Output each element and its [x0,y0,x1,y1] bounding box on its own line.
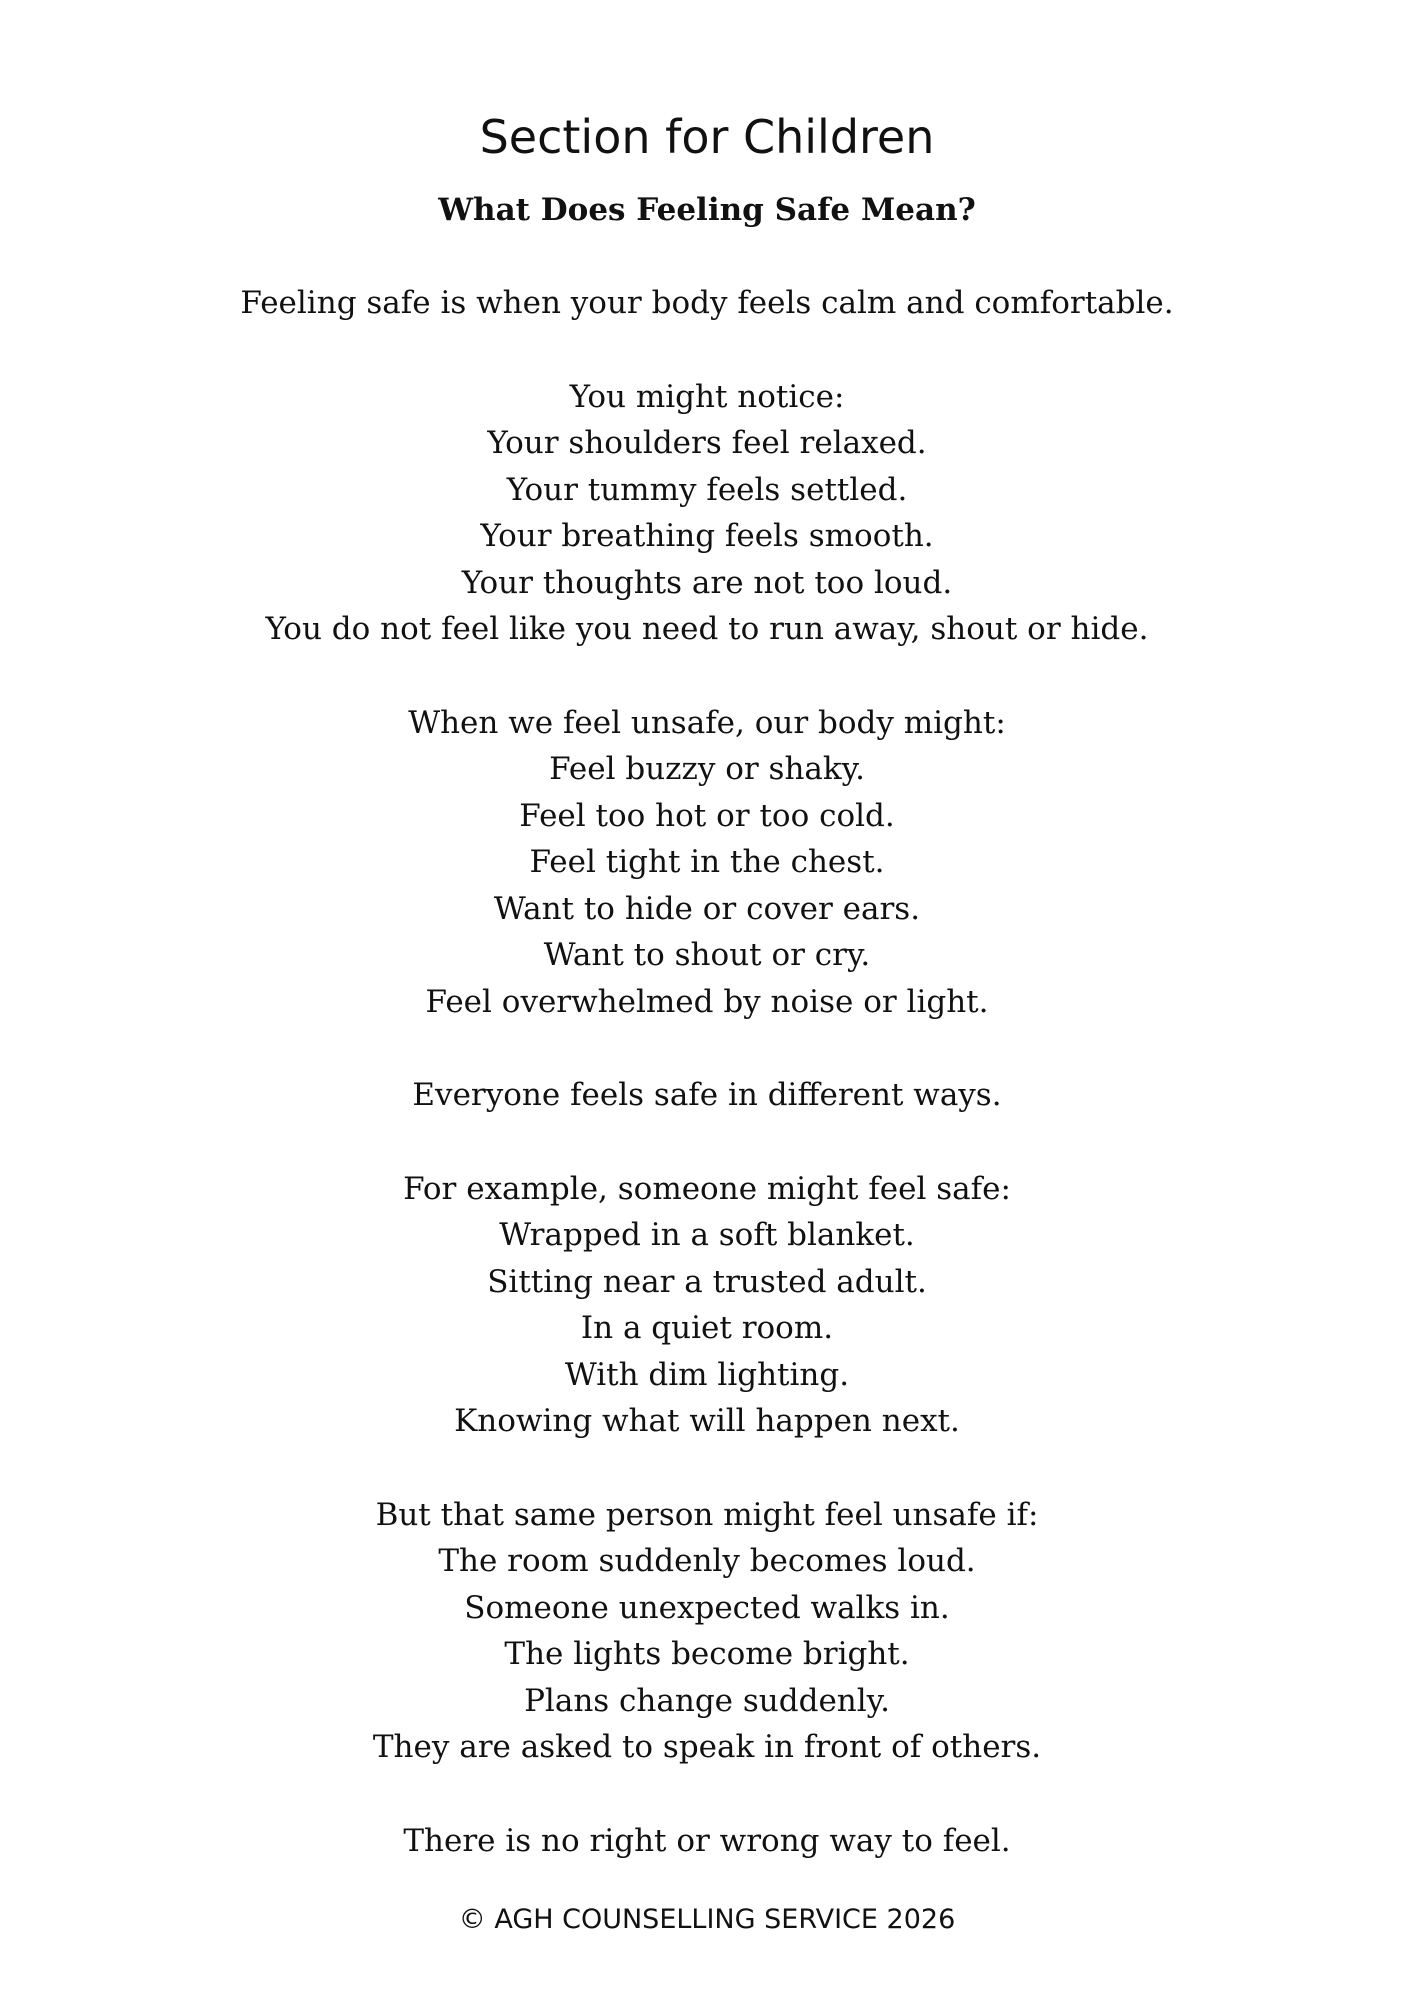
paragraph-unsafe-examples [0,1492,1414,1771]
text-line: Your tummy feels settled. [506,471,908,508]
text-line: Knowing what will happen next. [454,1403,960,1439]
body-text [0,280,1414,1911]
text-line: Plans change suddenly. [524,1682,890,1719]
text-line: With dim lighting. [564,1356,850,1393]
page-subtitle: What Does Feeling Safe Mean? [438,192,976,228]
paragraph-closing [0,1818,1414,1865]
text-line: Sitting near a trusted adult. [487,1263,927,1300]
text-line: Feel too hot or too cold. [519,797,895,834]
text-line: You do not feel like you need to run away, shout or hide. [265,611,1149,647]
text-line: Feel buzzy or shaky. [549,751,865,787]
text-line: Someone unexpected walks in. [464,1589,950,1626]
text-line: There is no right or wrong way to feel. [403,1822,1011,1859]
text-line: Feeling safe is when your body feels calm and comfortable. [240,285,1174,321]
text-line: When we feel unsafe, our body might: [408,704,1006,741]
text-line: Wrapped in a soft blanket. [499,1217,915,1253]
copyright-footer: © AGH COUNSELLING SERVICE 2026 [458,1904,956,1935]
text-line: Feel overwhelmed by noise or light. [425,983,989,1020]
text-line: Everyone feels safe in different ways. [412,1077,1002,1113]
text-line: The room suddenly becomes loud. [438,1543,976,1579]
text-line: They are asked to speak in front of others. [372,1729,1042,1765]
text-line: But that same person might feel unsafe if: [375,1496,1039,1533]
page-title: Section for Children [479,110,935,164]
text-line: You might notice: [569,378,845,415]
paragraph-feeling-unsafe-signs [0,700,1414,1026]
text-line: Want to hide or cover ears. [493,890,921,927]
text-line: Feel tight in the chest. [529,844,885,880]
paragraph-safe-examples [0,1166,1414,1445]
text-line: Your thoughts are not too loud. [461,564,953,601]
text-line: Your shoulders feel relaxed. [487,425,927,461]
text-line: For example, someone might feel safe: [403,1170,1011,1207]
text-line: The lights become bright. [504,1636,910,1672]
text-line: In a quiet room. [580,1310,834,1346]
text-line: Your breathing feels smooth. [480,518,934,554]
text-line: Want to shout or cry. [543,937,871,973]
paragraph-feeling-safe-signs [0,374,1414,653]
paragraph-different-ways [0,1072,1414,1119]
paragraph-intro [0,280,1414,327]
